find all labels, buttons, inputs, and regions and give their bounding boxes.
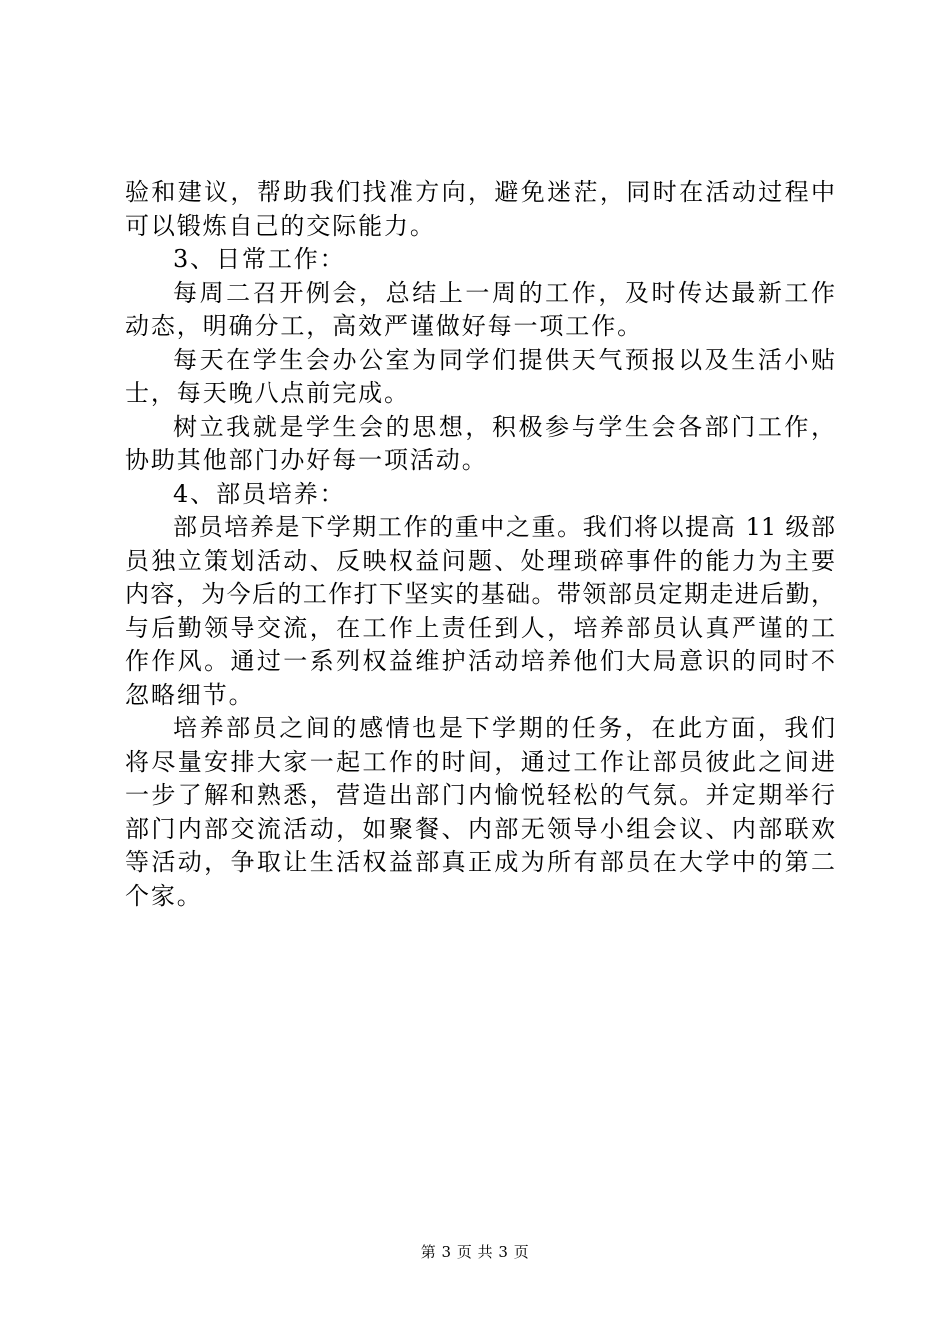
text-line: 动态，明确分工，高效严谨做好每一项工作。 [125, 312, 643, 340]
text-line: 与后勤领导交流，在工作上责任到人，培养部员认真严谨的工 [125, 613, 835, 642]
document-body [125, 176, 835, 913]
text-line: 忽略细节。 [125, 680, 255, 709]
text-line: 培养部员之间的感情也是下学期的任务，在此方面，我们 [173, 714, 835, 742]
text-line: 每周二召开例会，总结上一周的工作，及时传达最新工作 [173, 278, 835, 307]
text-line: 个家。 [125, 881, 203, 910]
text-line: 协助其他部门办好每一项活动。 [125, 446, 488, 474]
text-line: 部员培养是下学期工作的重中之重。我们将以提高 11 级部 [173, 513, 835, 541]
text-line: 内容，为今后的工作打下坚实的基础。带领部员定期走进后勤， [125, 580, 835, 608]
text-line: 一步了解和熟悉，营造出部门内愉悦轻松的气氛。并定期举行 [125, 781, 835, 809]
text-line: 每天在学生会办公室为同学们提供天气预报以及生活小贴 [173, 345, 835, 374]
text-line: 等活动，争取让生活权益部真正成为所有部员在大学中的第二 [125, 848, 835, 876]
text-line: 3、日常工作： [173, 245, 346, 273]
text-line: 作作风。通过一系列权益维护活动培养他们大局意识的同时不 [125, 647, 835, 675]
text-line: 将尽量安排大家一起工作的时间，通过工作让部员彼此之间进 [125, 747, 835, 776]
text-line: 验和建议，帮助我们找准方向，避免迷茫，同时在活动过程中 [125, 178, 835, 206]
text-line: 可以锻炼自己的交际能力。 [125, 211, 436, 240]
text-line: 员独立策划活动、反映权益问题、处理琐碎事件的能力为主要 [125, 546, 835, 575]
text-line: 树立我就是学生会的思想，积极参与学生会各部门工作， [173, 412, 835, 441]
page-footer: 第 3 页 共 3 页 [420, 1243, 530, 1261]
text-line: 士，每天晚八点前完成。 [125, 379, 410, 407]
text-line: 部门内部交流活动，如聚餐、内部无领导小组会议、内部联欢 [125, 814, 835, 843]
text-line: 4、部员培养： [173, 479, 346, 508]
